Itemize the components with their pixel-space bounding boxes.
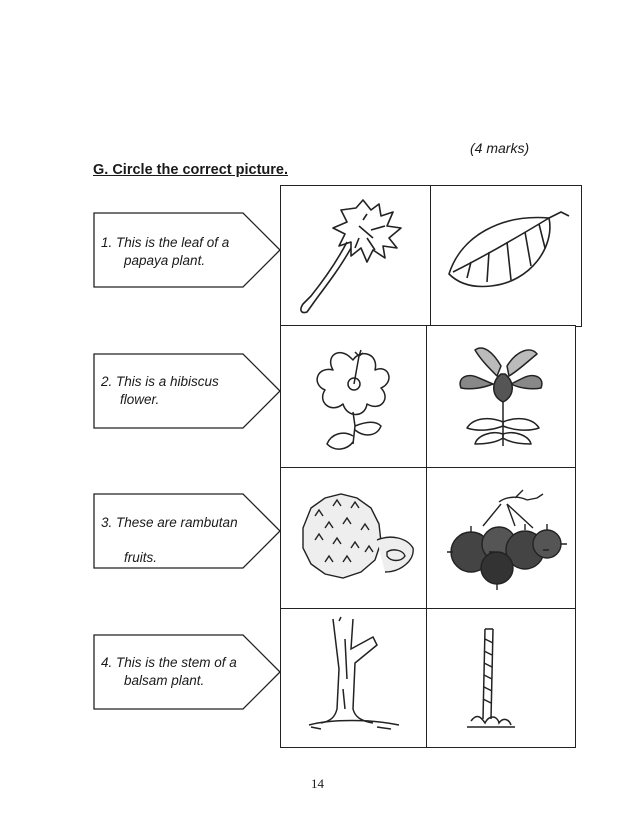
balsam-stem-icon — [427, 609, 575, 747]
rambutan-fruit-icon — [427, 468, 575, 610]
durian-fruit-icon — [281, 468, 427, 610]
question-1-line2: papaya plant. — [124, 253, 206, 268]
rambutan-fruit-option[interactable] — [426, 467, 576, 611]
question-1-line1: 1. This is the leaf of a — [101, 235, 230, 250]
balsam-stem-option[interactable] — [426, 608, 576, 748]
plain-leaf-option[interactable] — [430, 185, 582, 327]
papaya-leaf-icon — [281, 186, 431, 326]
question-4-line2: balsam plant. — [124, 673, 205, 688]
question-2-line2: flower. — [120, 392, 160, 407]
question-2-line1: 2. This is a hibiscus — [101, 374, 219, 389]
hibiscus-flower-option[interactable] — [280, 325, 428, 469]
question-2 — [93, 353, 281, 429]
question-4-line1: 4. This is the stem of a — [101, 655, 237, 670]
tree-trunk-icon — [281, 609, 427, 747]
page-number: 14 — [311, 776, 324, 791]
orchid-flower-option[interactable] — [426, 325, 576, 469]
question-3-line2: fruits. — [124, 550, 158, 565]
papaya-leaf-option[interactable] — [280, 185, 432, 327]
question-1 — [93, 212, 281, 288]
orchid-flower-icon — [427, 326, 575, 468]
question-3-line1: 3. These are rambutan — [101, 515, 238, 530]
tree-trunk-option[interactable] — [280, 608, 428, 748]
question-4 — [93, 634, 281, 710]
durian-fruit-option[interactable] — [280, 467, 428, 611]
question-3 — [93, 493, 281, 569]
marks-label: (4 marks) — [470, 140, 530, 156]
section-heading: G. Circle the correct picture. — [93, 162, 289, 178]
hibiscus-flower-icon — [281, 326, 427, 468]
plain-leaf-icon — [431, 186, 581, 326]
